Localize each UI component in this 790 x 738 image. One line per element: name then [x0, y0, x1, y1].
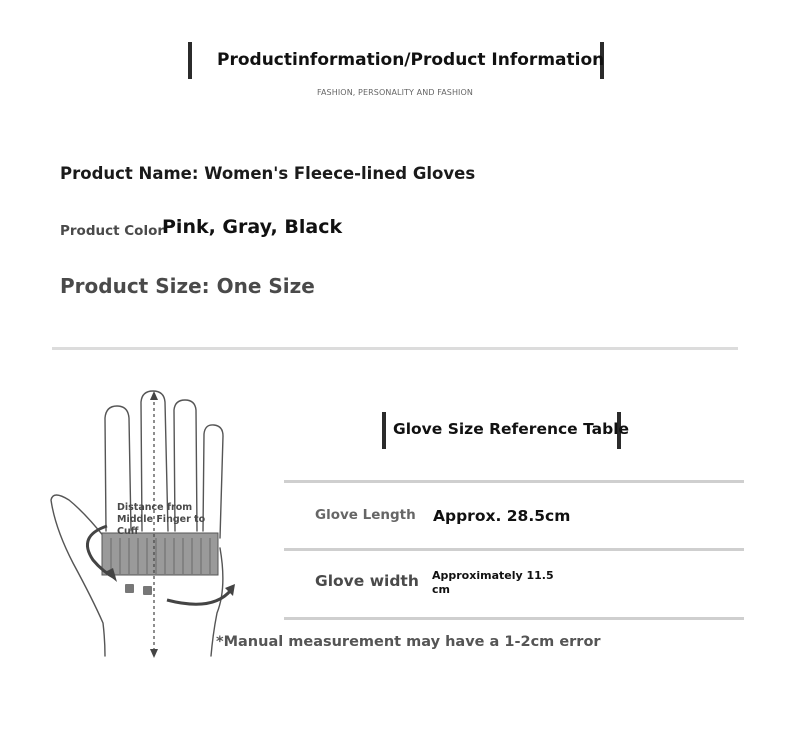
size-table-title: Glove Size Reference Table	[393, 420, 630, 438]
measurement-note: *Manual measurement may have a 1-2cm error	[216, 634, 601, 650]
section-divider	[52, 347, 738, 350]
table-row-value: Approximately 11.5 cm	[432, 569, 554, 596]
table-row-label: Glove Length	[315, 507, 416, 523]
product-color-value: Pink, Gray, Black	[162, 216, 343, 238]
page-subtitle: FASHION, PERSONALITY AND FASHION	[317, 88, 473, 97]
product-name: Product Name: Women's Fleece-lined Gloves	[60, 164, 476, 183]
table-rule-middle	[284, 548, 744, 551]
header-left-bar	[188, 42, 192, 79]
product-size: Product Size: One Size	[60, 274, 315, 298]
table-title-left-bar	[382, 412, 386, 449]
table-rule-bottom	[284, 617, 744, 620]
table-row-value: Approx. 28.5cm	[433, 507, 571, 525]
table-row-label: Glove width	[315, 572, 419, 590]
table-rule-top	[284, 480, 744, 483]
page-title: Productinformation/Product Information	[217, 50, 605, 70]
product-color-label: Product Color	[60, 223, 164, 239]
measure-label: Distance from Middle Finger to Cuff	[117, 502, 206, 537]
